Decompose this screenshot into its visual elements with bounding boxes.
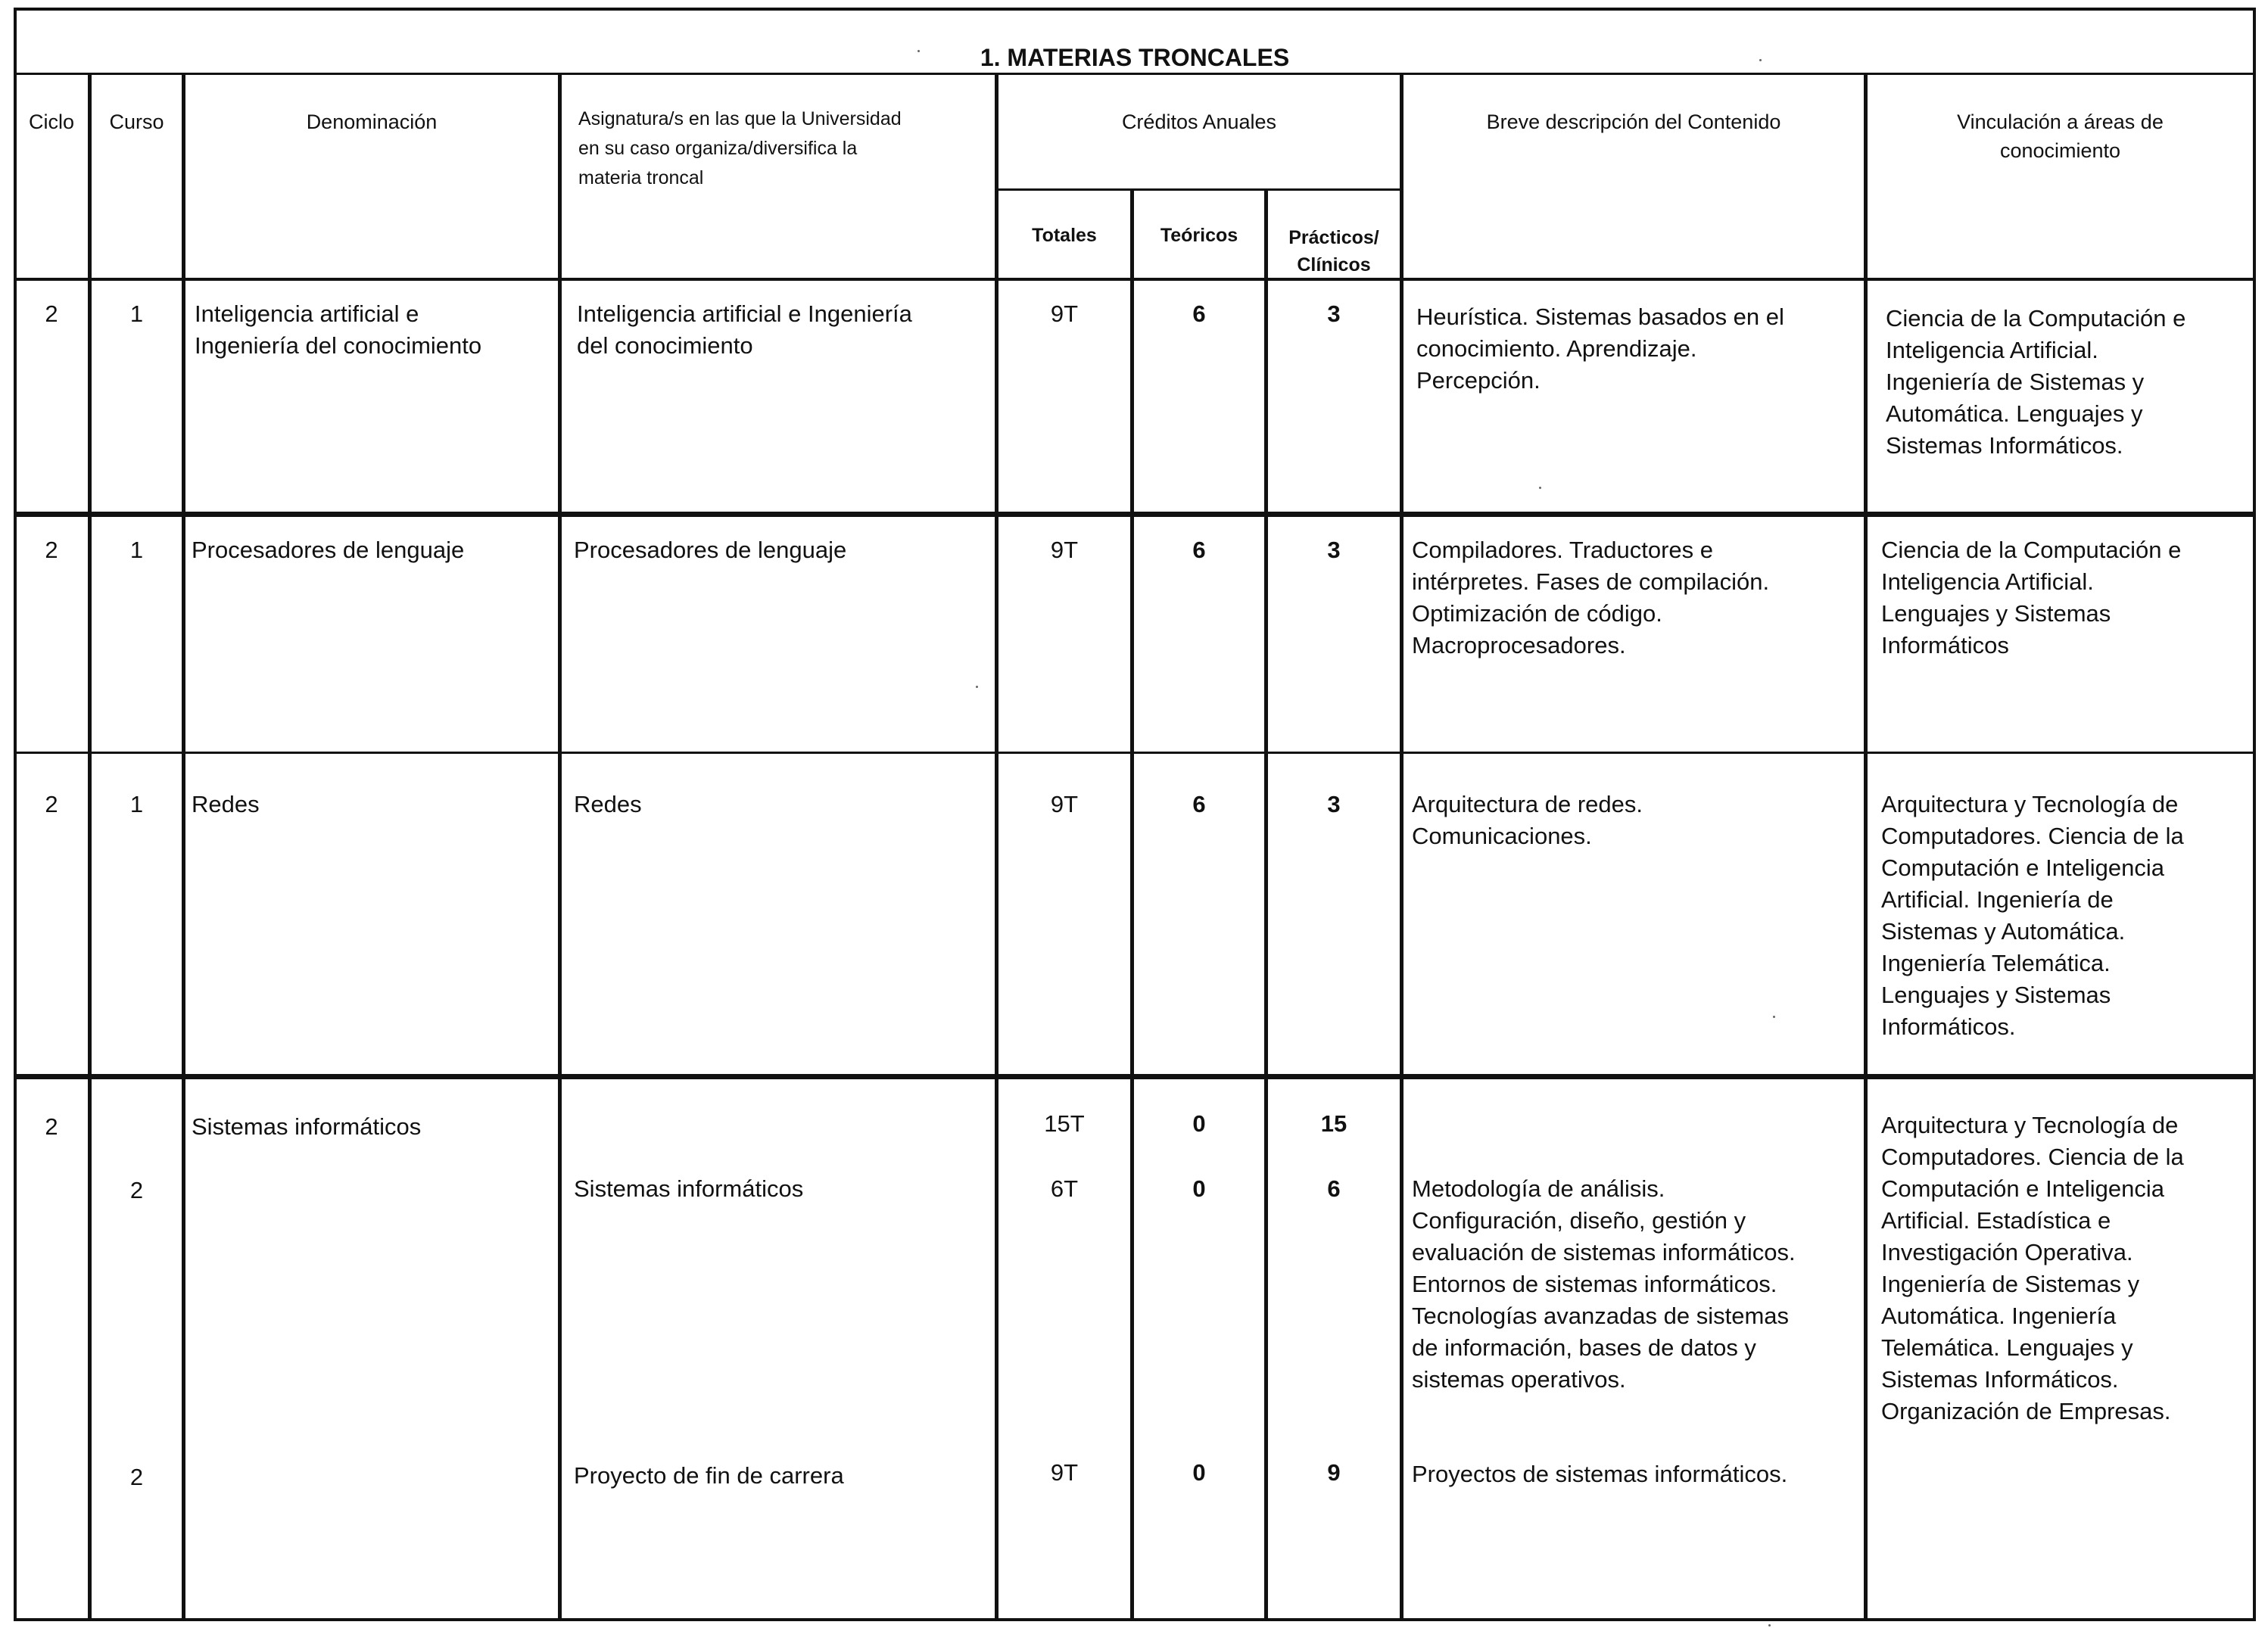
header-bottom-divider: [14, 278, 2256, 281]
row-2-vinculacion-line-1: Ciencia de la Computación e: [1881, 537, 2182, 563]
row-divider-3: [14, 1074, 2256, 1079]
row-4a-totales: 6T: [1050, 1175, 1079, 1202]
row-2-vinculacion-line-3: Lenguajes y Sistemas: [1881, 600, 2111, 627]
row-4-denominacion-line-1: Sistemas informáticos: [192, 1113, 422, 1140]
scan-speck: [1773, 1016, 1775, 1018]
row-2-vinculacion-line-4: Informáticos: [1881, 632, 2009, 658]
header-asignatura-line-1: Asignatura/s en las que la Universidad: [578, 108, 902, 129]
table-border-bottom: [14, 1618, 2256, 1621]
row-1-ciclo: 2: [45, 300, 58, 327]
row-3-curso: 1: [129, 791, 144, 817]
row-3-descripcion-line-2: Comunicaciones.: [1412, 823, 1592, 849]
header-teoricos: Teóricos: [1160, 225, 1238, 246]
col-sep-teoricos: [1264, 188, 1268, 1621]
row-1-asignatura-line-1: Inteligencia artificial e Ingeniería: [577, 300, 912, 327]
row-4-vinculacion-line-7: Automática. Ingeniería: [1881, 1303, 2117, 1329]
header-creditos-anuales: Créditos Anuales: [1121, 111, 1277, 133]
header-asignatura-line-2: en su caso organiza/diversifica la: [578, 138, 858, 159]
row-3-denominacion-line-1: Redes: [192, 791, 260, 817]
scan-speck: [1768, 1624, 1771, 1626]
row-1-curso: 1: [129, 300, 144, 327]
row-4a-teoricos: 0: [1192, 1175, 1206, 1202]
col-sep-curso: [182, 74, 185, 1621]
header-curso: Curso: [109, 111, 164, 133]
row-1-vinculacion-line-4: Automática. Lenguajes y: [1886, 400, 2143, 427]
row-4-vinculacion-line-6: Ingeniería de Sistemas y: [1881, 1271, 2140, 1297]
row-4b-totales: 9T: [1050, 1459, 1079, 1486]
row-4a-descripcion-line-7: sistemas operativos.: [1412, 1366, 1626, 1393]
row-3-descripcion-line-1: Arquitectura de redes.: [1412, 791, 1643, 817]
row-2-denominacion-line-1: Procesadores de lenguaje: [192, 537, 465, 563]
col-sep-creditos: [1400, 74, 1403, 1621]
row-2-asignatura-line-1: Procesadores de lenguaje: [574, 537, 847, 563]
row-3-vinculacion-line-3: Computación e Inteligencia: [1881, 854, 2164, 881]
row-3-vinculacion-line-7: Lenguajes y Sistemas: [1881, 982, 2111, 1008]
row-4-vinculacion-line-8: Telemática. Lenguajes y: [1881, 1334, 2133, 1361]
row-4b-curso: 2: [129, 1464, 144, 1490]
row-3-teoricos: 6: [1192, 791, 1206, 817]
header-vinculacion-line-2: conocimiento: [1999, 139, 2121, 162]
row-2-totales: 9T: [1050, 537, 1079, 563]
row-4-vinculacion-line-2: Computadores. Ciencia de la: [1881, 1144, 2184, 1170]
scan-speck: [976, 686, 978, 688]
scan-speck: [917, 50, 920, 52]
header-practicos-line-1: Prácticos/: [1288, 227, 1379, 248]
row-4-vinculacion-line-3: Computación e Inteligencia: [1881, 1175, 2164, 1202]
row-3-vinculacion-line-6: Ingeniería Telemática.: [1881, 950, 2111, 976]
row-4-vinculacion-line-10: Organización de Empresas.: [1881, 1398, 2171, 1424]
header-descripcion: Breve descripción del Contenido: [1486, 111, 1781, 133]
table-border-top: [14, 8, 2256, 11]
row-3-totales: 9T: [1050, 791, 1079, 817]
row-4-ciclo: 2: [45, 1113, 58, 1140]
row-4-vinculacion-line-1: Arquitectura y Tecnología de: [1881, 1112, 2179, 1138]
header-denominacion: Denominación: [306, 111, 438, 133]
row-4-practicos: 15: [1320, 1110, 1347, 1137]
row-4a-descripcion-line-1: Metodología de análisis.: [1412, 1175, 1665, 1202]
col-sep-denominacion: [558, 74, 562, 1621]
row-1-vinculacion-line-3: Ingeniería de Sistemas y: [1886, 369, 2145, 395]
row-2-descripcion-line-1: Compiladores. Traductores e: [1412, 537, 1714, 563]
col-sep-descripcion: [1864, 74, 1868, 1621]
row-3-vinculacion-line-5: Sistemas y Automática.: [1881, 918, 2126, 945]
col-sep-totales: [1130, 188, 1134, 1621]
header-practicos-line-2: Clínicos: [1297, 254, 1371, 275]
row-1-totales: 9T: [1050, 300, 1079, 327]
scan-speck: [1539, 487, 1541, 489]
header-totales: Totales: [1032, 225, 1097, 246]
row-1-denominacion-line-1: Inteligencia artificial e: [195, 300, 419, 327]
row-4-teoricos: 0: [1192, 1110, 1206, 1137]
row-4-vinculacion-line-4: Artificial. Estadística e: [1881, 1207, 2111, 1234]
row-2-vinculacion-line-2: Inteligencia Artificial.: [1881, 568, 2094, 595]
row-1-denominacion-line-2: Ingeniería del conocimiento: [195, 332, 482, 359]
row-4-vinculacion-line-9: Sistemas Informáticos.: [1881, 1366, 2119, 1393]
header-ciclo: Ciclo: [28, 111, 74, 133]
row-1-descripcion-line-2: conocimiento. Aprendizaje.: [1416, 335, 1697, 362]
row-1-practicos: 3: [1327, 300, 1341, 327]
row-4-totales: 15T: [1044, 1110, 1085, 1137]
row-1-asignatura-line-2: del conocimiento: [577, 332, 753, 359]
creditos-subheader-divider: [996, 188, 1402, 191]
row-2-descripcion-line-3: Optimización de código.: [1412, 600, 1662, 627]
row-4b-asignatura-line-1: Proyecto de fin de carrera: [574, 1462, 844, 1489]
row-4b-descripcion-line-1: Proyectos de sistemas informáticos.: [1412, 1461, 1788, 1487]
row-4a-descripcion-line-2: Configuración, diseño, gestión y: [1412, 1207, 1746, 1234]
row-4b-teoricos: 0: [1192, 1459, 1206, 1486]
row-4a-descripcion-line-5: Tecnologías avanzadas de sistemas: [1412, 1303, 1790, 1329]
row-1-descripcion-line-1: Heurística. Sistemas basados en el: [1416, 303, 1784, 330]
title-divider: [14, 73, 2256, 75]
row-4a-practicos: 6: [1327, 1175, 1341, 1202]
row-3-ciclo: 2: [45, 791, 58, 817]
row-1-vinculacion-line-2: Inteligencia Artificial.: [1886, 337, 2098, 363]
row-1-vinculacion-line-5: Sistemas Informáticos.: [1886, 432, 2123, 459]
row-3-vinculacion-line-8: Informáticos.: [1881, 1013, 2016, 1040]
row-3-vinculacion-line-2: Computadores. Ciencia de la: [1881, 823, 2184, 849]
row-3-practicos: 3: [1327, 791, 1341, 817]
row-1-teoricos: 6: [1192, 300, 1206, 327]
table-title: 1. MATERIAS TRONCALES: [980, 44, 1290, 71]
table-border-right: [2253, 8, 2256, 1621]
row-4b-practicos: 9: [1327, 1459, 1341, 1486]
row-4a-curso: 2: [129, 1177, 144, 1203]
row-4a-descripcion-line-3: evaluación de sistemas informáticos.: [1412, 1239, 1796, 1265]
header-asignatura-line-3: materia troncal: [578, 167, 704, 188]
row-3-vinculacion-line-4: Artificial. Ingeniería de: [1881, 886, 2114, 913]
row-4a-descripcion-line-4: Entornos de sistemas informáticos.: [1412, 1271, 1777, 1297]
row-4a-asignatura-line-1: Sistemas informáticos: [574, 1175, 804, 1202]
scan-speck: [1759, 59, 1762, 61]
row-2-descripcion-line-4: Macroprocesadores.: [1412, 632, 1626, 658]
row-2-practicos: 3: [1327, 537, 1341, 563]
row-1-descripcion-line-3: Percepción.: [1416, 367, 1541, 394]
row-2-teoricos: 6: [1192, 537, 1206, 563]
row-3-asignatura-line-1: Redes: [574, 791, 642, 817]
row-2-descripcion-line-2: intérpretes. Fases de compilación.: [1412, 568, 1770, 595]
row-4a-descripcion-line-6: de información, bases de datos y: [1412, 1334, 1756, 1361]
row-2-curso: 1: [129, 537, 144, 563]
row-3-vinculacion-line-1: Arquitectura y Tecnología de: [1881, 791, 2179, 817]
row-1-vinculacion-line-1: Ciencia de la Computación e: [1886, 305, 2186, 332]
row-divider-2: [14, 752, 2256, 754]
row-2-ciclo: 2: [45, 537, 58, 563]
row-4-vinculacion-line-5: Investigación Operativa.: [1881, 1239, 2133, 1265]
row-divider-1: [14, 512, 2256, 517]
header-vinculacion-line-1: Vinculación a áreas de: [1957, 111, 2164, 133]
